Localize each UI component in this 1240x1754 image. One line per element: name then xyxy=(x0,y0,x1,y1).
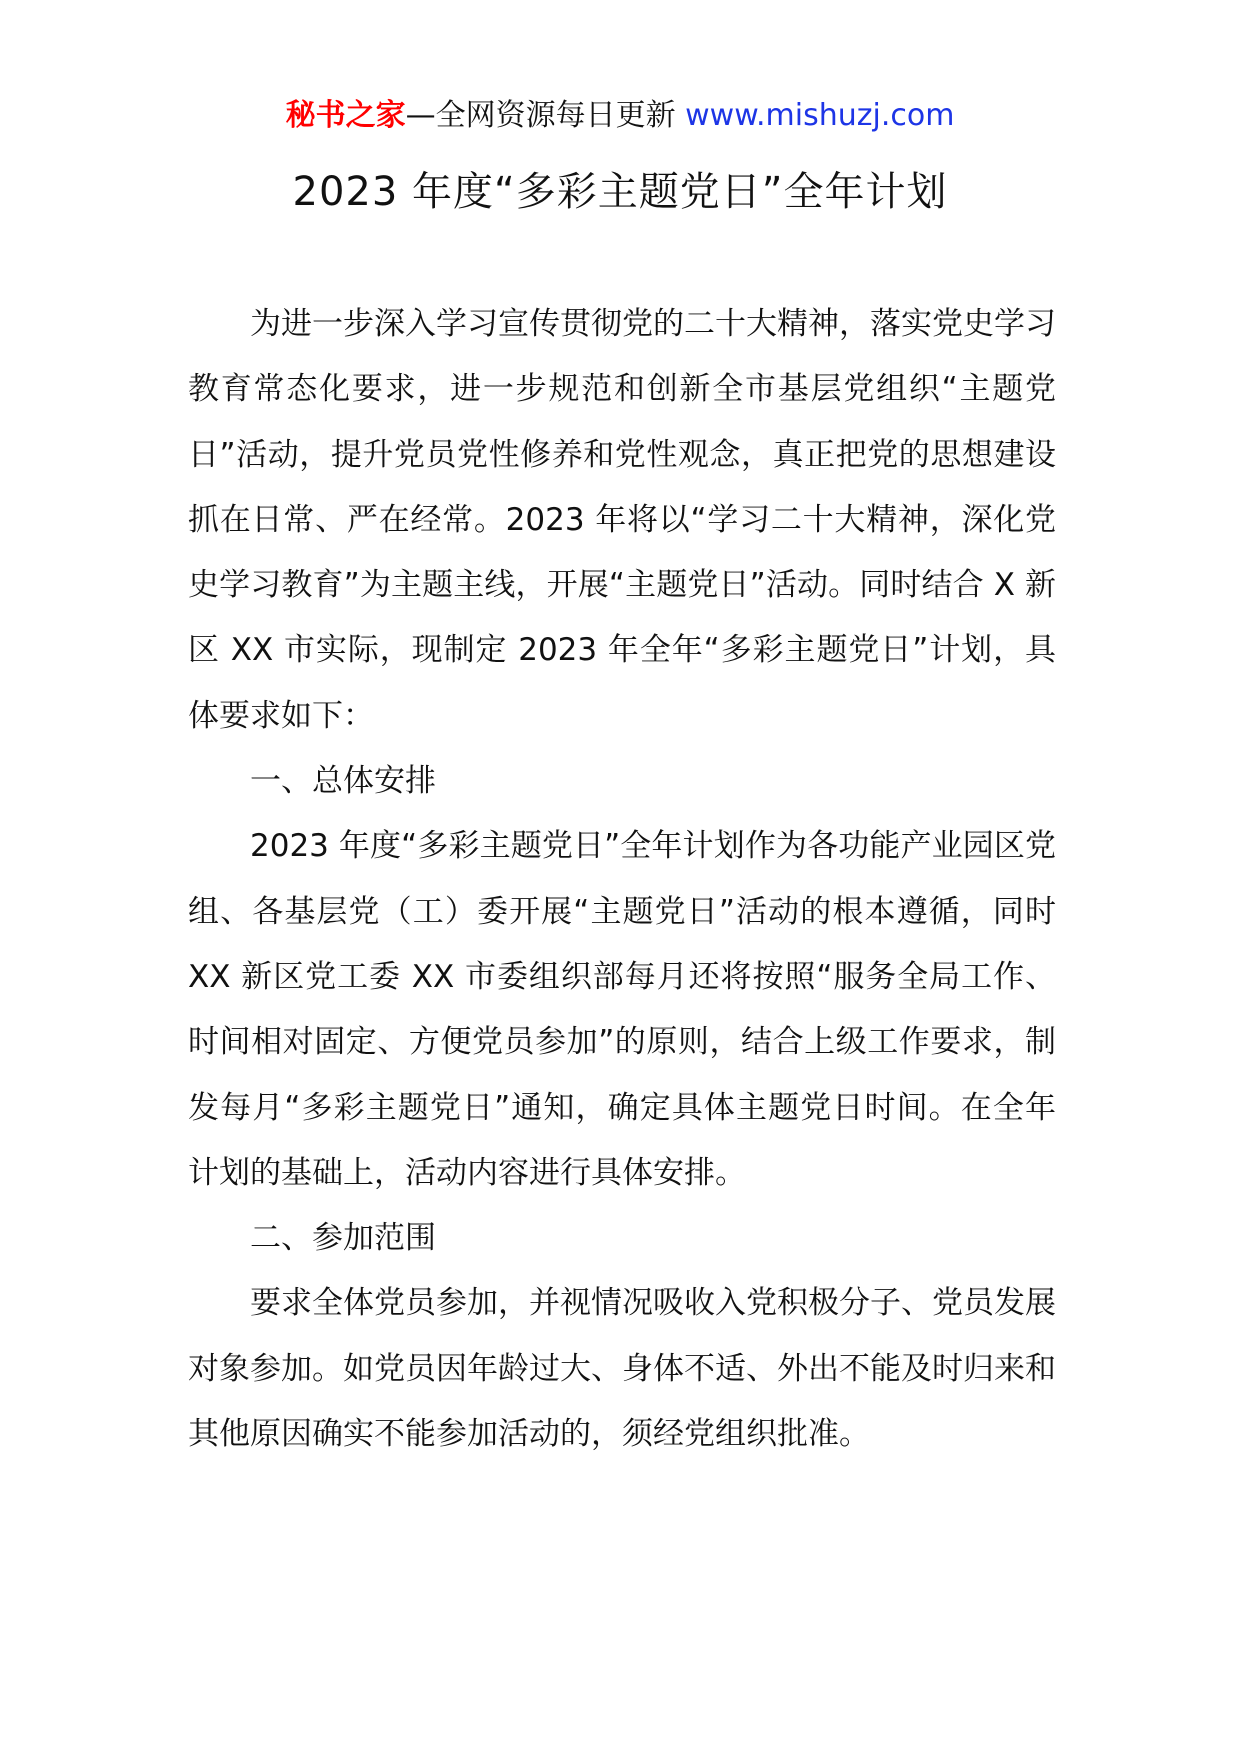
header-tagline: —全网资源每日更新 xyxy=(405,98,686,133)
watermark-header xyxy=(0,96,1240,136)
section-heading-overall-arrangement: 一、总体安排 xyxy=(250,763,436,800)
section-paragraph-overall-arrangement: 2023 年度“多彩主题党日”全年计划作为各功能产业园区党组、各基层党（工）委开展“主题党日”活动的根本遵循，同时 XX 新区党工委 XX 市委组织部每月还将按照“服务全局工作、时间相对固定、方便党员参加”的原则，结合上级工作要求，制发每月“多彩主题党日”通知，确定具体主题党日时间。在全年计划的基础上，活动内容进行具体安排。 xyxy=(188,828,1056,1191)
section-heading-participation-scope: 二、参加范围 xyxy=(250,1220,436,1257)
intro-paragraph: 为进一步深入学习宣传贯彻党的二十大精神，落实党史学习教育常态化要求，进一步规范和创新全市基层党组织“主题党日”活动，提升党员党性修养和党性观念，真正把党的思想建设抓在日常、严在经常。2023 年将以“学习二十大精神，深化党史学习教育”为主题主线，开展“主题党日”活动。同时结合 X 新区 XX 市实际，现制定 2023 年全年“多彩主题党日”计划，具体要求如下： xyxy=(188,306,1056,734)
brand-name: 秘书之家 xyxy=(285,98,406,133)
header-url-link[interactable]: www.mishuzj.com xyxy=(685,98,955,133)
document-body xyxy=(188,292,1056,1467)
document-title: 2023 年度“多彩主题党日”全年计划 xyxy=(292,169,948,215)
section-paragraph-participation-scope: 要求全体党员参加，并视情况吸收入党积极分子、党员发展对象参加。如党员因年龄过大、身体不适、外出不能及时归来和其他原因确实不能参加活动的，须经党组织批准。 xyxy=(188,1285,1056,1453)
